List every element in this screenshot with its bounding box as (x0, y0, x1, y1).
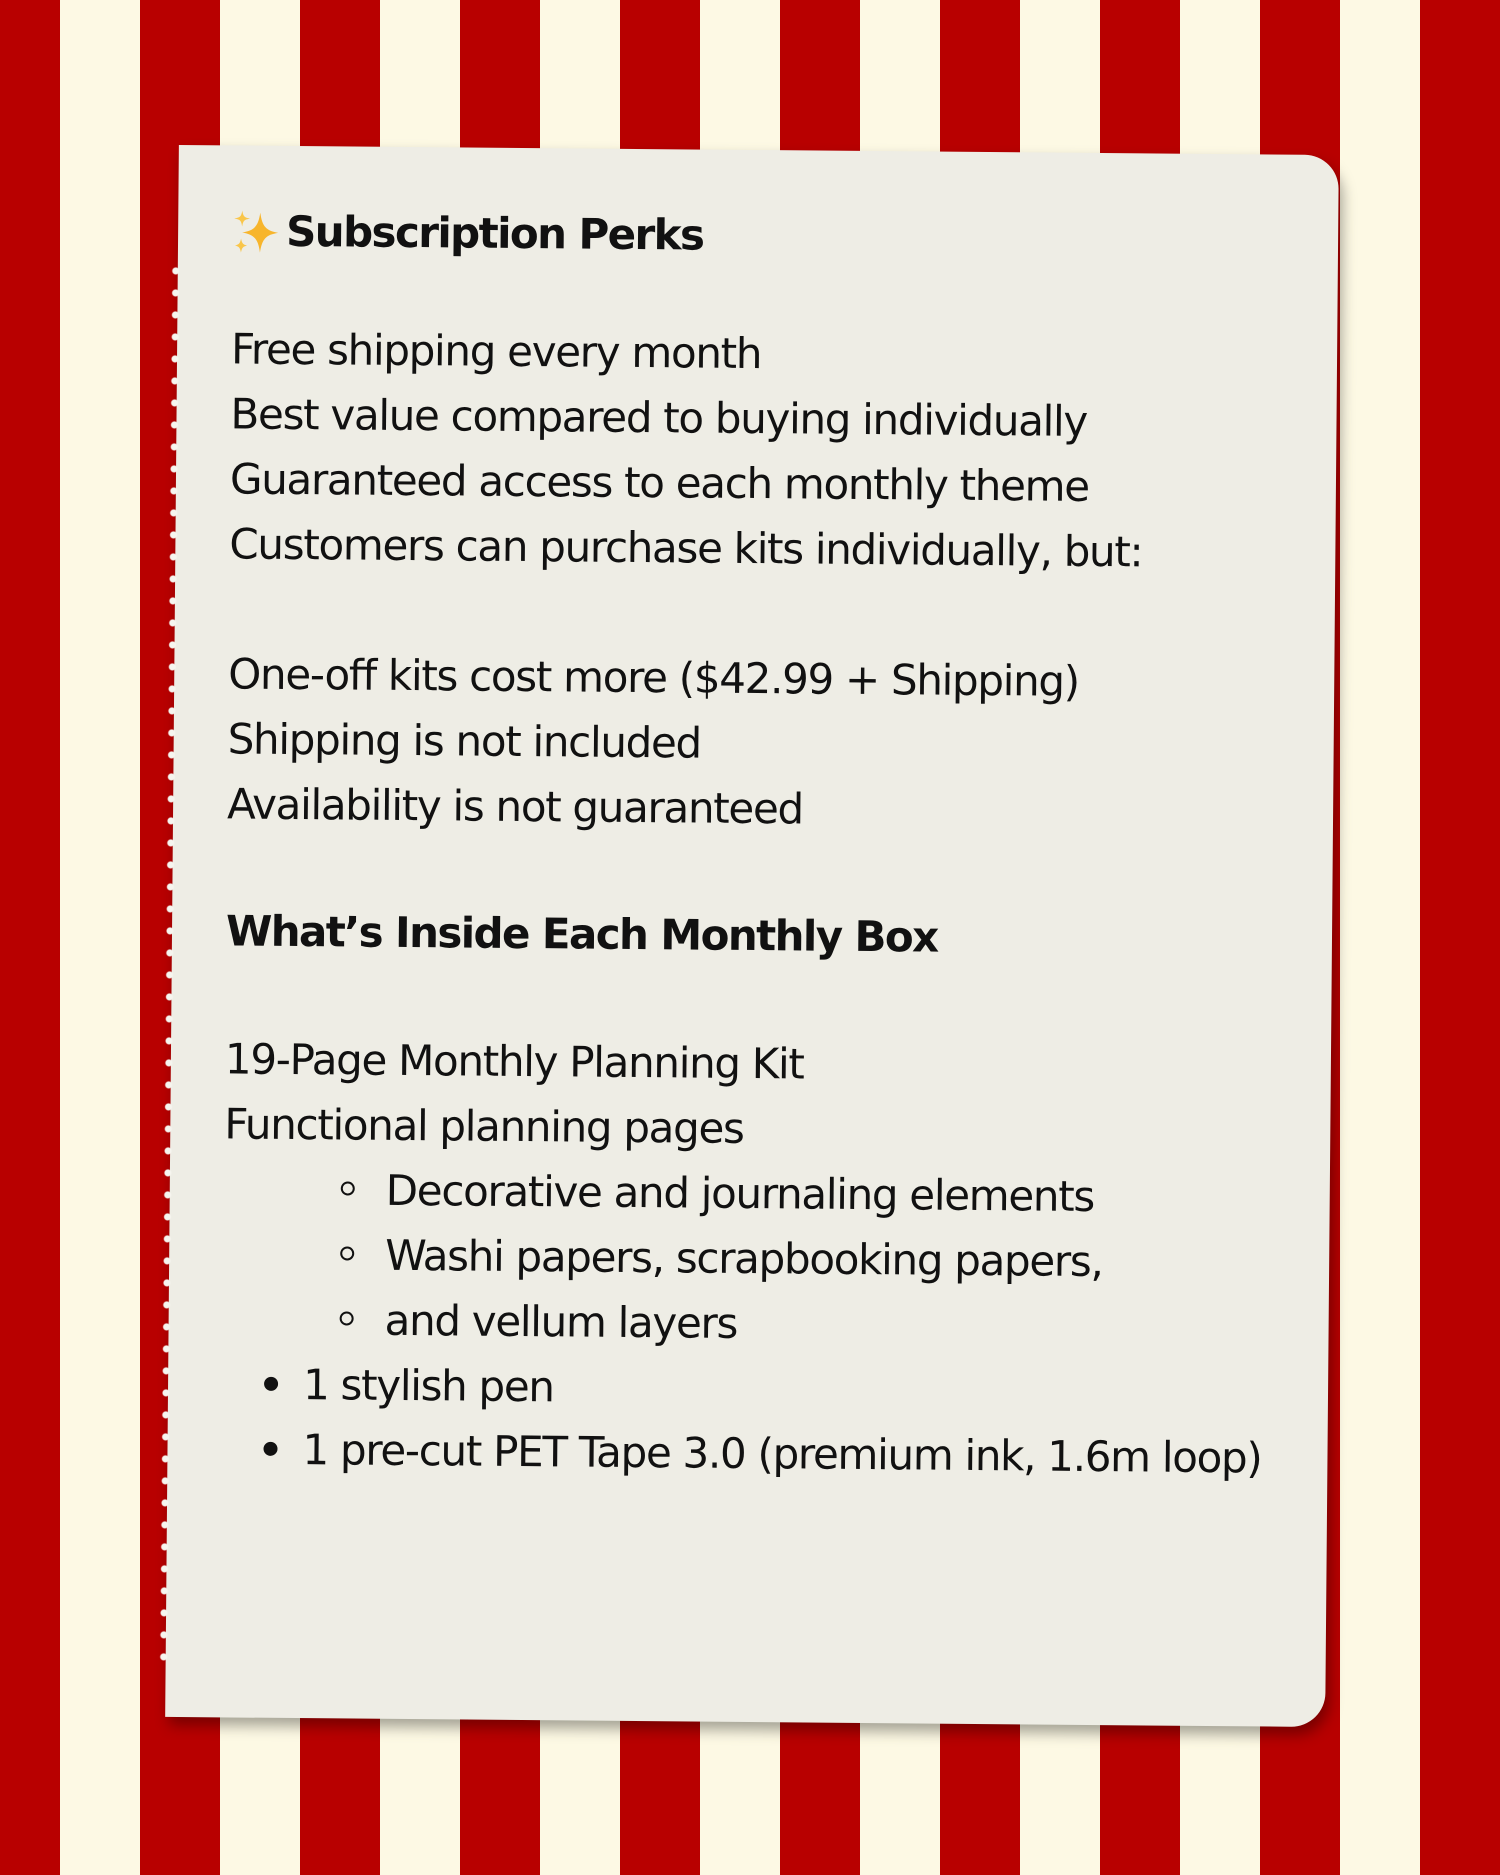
sub-item-text: Washi papers, scrapbooking papers, (384, 1230, 1103, 1287)
individual-item: Availability is not guaranteed (226, 779, 804, 834)
sparkles-icon (232, 206, 280, 256)
perk-item: Best value compared to buying individually (230, 389, 1088, 446)
sub-item-list (222, 1156, 1284, 1360)
card-content (221, 201, 1292, 1490)
hollow-bullet-icon (341, 1181, 355, 1195)
spacer (229, 576, 1290, 650)
sub-item-text: Decorative and journaling elements (385, 1165, 1095, 1221)
spacer (225, 961, 1286, 1035)
sub-list-item (222, 1286, 1283, 1360)
individual-item: One-off kits cost more ($42.99 + Shipping) (228, 649, 1080, 706)
hollow-bullet-icon (340, 1246, 354, 1260)
filled-bullet-icon (263, 1442, 277, 1456)
sub-item-text: and vellum layers (384, 1295, 738, 1348)
bullet-text: 1 stylish pen (302, 1360, 554, 1412)
box-item: 19-Page Monthly Planning Kit (224, 1034, 804, 1089)
hollow-bullet-icon (340, 1311, 354, 1325)
bullet-text: 1 pre-cut PET Tape 3.0 (premium ink, 1.6m loop) (302, 1425, 1262, 1483)
individual-item: Shipping is not included (227, 714, 702, 768)
box-item: Functional planning pages (224, 1099, 744, 1153)
filled-bullet-icon (264, 1377, 278, 1391)
perk-item: Free shipping every month (230, 324, 762, 379)
spacer (231, 261, 1291, 325)
bullet-list-item (221, 1416, 1282, 1490)
perk-item: Guaranteed access to each monthly theme (229, 454, 1090, 511)
perks-title: Subscription Perks (285, 206, 704, 260)
bullet-list (221, 1351, 1282, 1490)
paper-card (165, 145, 1339, 1727)
perks-heading (232, 201, 1292, 270)
sub-list-item (223, 1221, 1284, 1295)
bullet-list-item (222, 1351, 1283, 1425)
spacer (226, 836, 1287, 910)
perk-item: Customers can purchase kits individually, but: (229, 519, 1143, 577)
sub-list-item (223, 1156, 1284, 1230)
box-heading: What’s Inside Each Monthly Box (225, 906, 938, 962)
